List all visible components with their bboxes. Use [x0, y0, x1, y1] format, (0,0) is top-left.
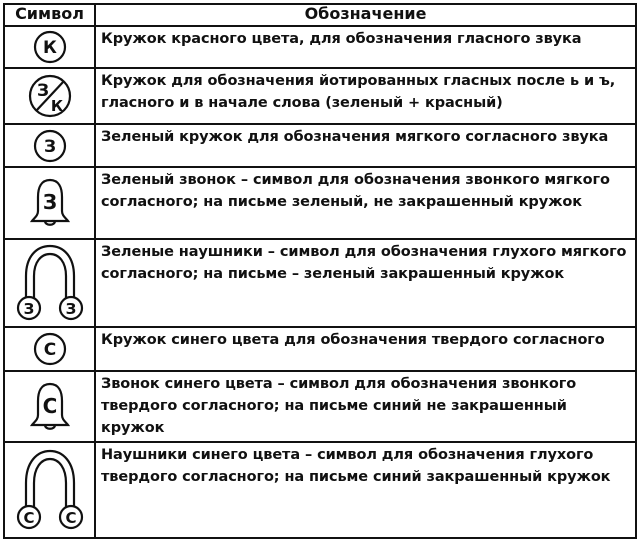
crossed-circle-two-letters-icon [26, 71, 74, 121]
bell-letter-icon [28, 381, 72, 433]
description-cell: Кружок для обозначения йотированных гласных после ь и ъ, гласного и в начале слова (зеленый + красный) [95, 68, 636, 124]
circle-letter-icon [30, 330, 70, 368]
description-cell: Кружок синего цвета для обозначения твердого согласного [95, 327, 636, 371]
symbol-letter: З [42, 190, 57, 214]
symbol-letter: З [43, 136, 56, 157]
bell-letter-icon [28, 177, 72, 229]
symbol-cell [4, 26, 95, 68]
symbol-cell [4, 68, 95, 124]
table-row [4, 124, 636, 167]
symbol-cell [4, 239, 95, 327]
meaning-column-header: Обозначение [95, 4, 636, 26]
table-header-row [4, 4, 636, 26]
description-cell: Звонок синего цвета – символ для обозначения звонкого твердого согласного; на письме синий не закрашенный кружок [95, 371, 636, 442]
symbol-letter-right: З [65, 300, 76, 318]
symbol-letter-bottom: К [50, 97, 63, 115]
headphones-letters-icon [15, 242, 85, 324]
symbol-letter-right: С [64, 509, 77, 527]
symbol-letter: К [42, 38, 57, 58]
description-cell: Зеленые наушники – символ для обозначения глухого мягкого согласного; на письме – зеленый закрашенный кружок [95, 239, 636, 327]
table-row [4, 327, 636, 371]
description-cell: Кружок красного цвета, для обозначения гласного звука [95, 26, 636, 68]
circle-letter-icon [30, 127, 70, 165]
circle-letter-icon [30, 28, 70, 66]
table-row [4, 442, 636, 538]
table-row [4, 26, 636, 68]
symbol-letter: С [42, 393, 57, 418]
symbol-column-header: Символ [4, 4, 95, 26]
table-row [4, 239, 636, 327]
description-cell: Зеленый звонок – символ для обозначения звонкого мягкого согласного; на письме зеленый, не закрашенный кружок [95, 167, 636, 239]
table-row [4, 68, 636, 124]
symbol-letter-left: З [23, 300, 34, 318]
symbol-letter-left: С [22, 509, 35, 527]
symbol-letter: С [43, 340, 56, 360]
description-cell: Зеленый кружок для обозначения мягкого согласного звука [95, 124, 636, 167]
symbol-legend-table [3, 3, 637, 539]
symbol-cell [4, 124, 95, 167]
symbol-cell [4, 167, 95, 239]
symbol-cell [4, 327, 95, 371]
table-row [4, 371, 636, 442]
table-row [4, 167, 636, 239]
description-cell: Наушники синего цвета – символ для обозначения глухого твердого согласного; на письме синий закрашенный кружок [95, 442, 636, 538]
symbol-letter-top: З [36, 81, 49, 101]
headphones-letters-icon [15, 447, 85, 533]
symbol-cell [4, 442, 95, 538]
symbol-cell [4, 371, 95, 442]
